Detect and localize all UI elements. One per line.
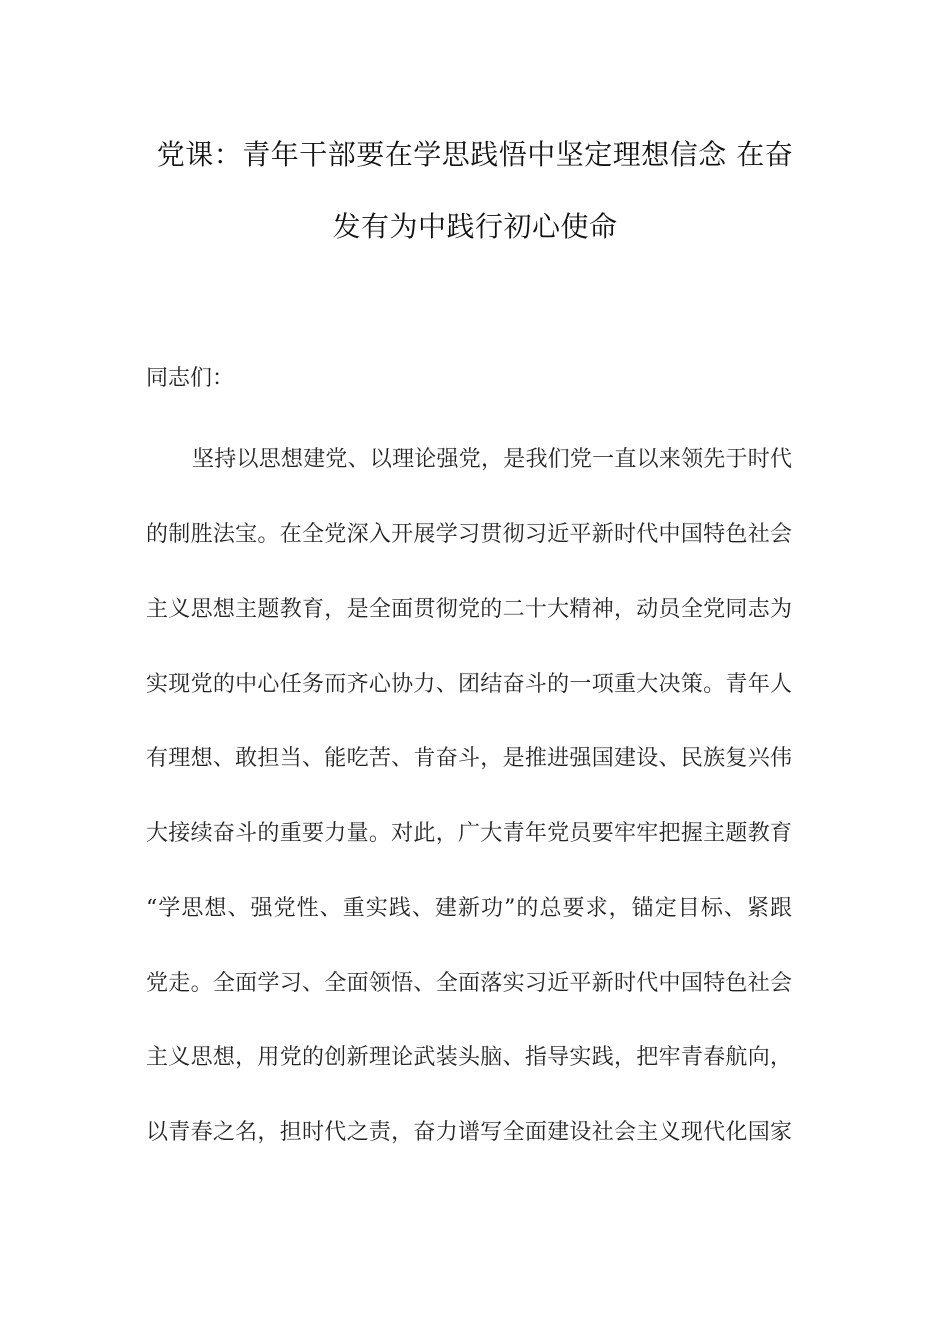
body-line-4: 实现党的中心任务而齐心协力、团结奋斗的一项重大决策。青年人: [146, 672, 792, 697]
document-title-line-1: 党课：青年干部要在学思践悟中坚定理想信念 在奋: [156, 138, 794, 171]
salutation: 同志们：: [146, 366, 235, 391]
body-line-9: 主义思想，用党的创新理论武装头脑、指导实践，把牢青春航向，: [146, 1045, 792, 1070]
body-line-5: 有理想、敢担当、能吃苦、肯奋斗，是推进强国建设、民族复兴伟: [146, 746, 792, 771]
body-line-2: 的制胜法宝。在全党深入开展学习贯彻习近平新时代中国特色社会: [146, 522, 792, 547]
body-line-1: 坚持以思想建党、以理论强党，是我们党一直以来领先于时代: [192, 447, 792, 472]
body-line-7: “学思想、强党性、重实践、建新功”的总要求，锚定目标、紧跟: [146, 896, 792, 921]
body-line-8: 党走。全面学习、全面领悟、全面落实习近平新时代中国特色社会: [146, 971, 792, 996]
document-title-line-2: 发有为中践行初心使命: [332, 210, 618, 243]
body-line-6: 大接续奋斗的重要力量。对此，广大青年党员要牢牢把握主题教育: [146, 821, 792, 846]
body-line-10: 以青春之名，担时代之责，奋力谱写全面建设社会主义现代化国家: [146, 1120, 792, 1145]
body-line-3: 主义思想主题教育，是全面贯彻党的二十大精神，动员全党同志为: [146, 597, 792, 622]
